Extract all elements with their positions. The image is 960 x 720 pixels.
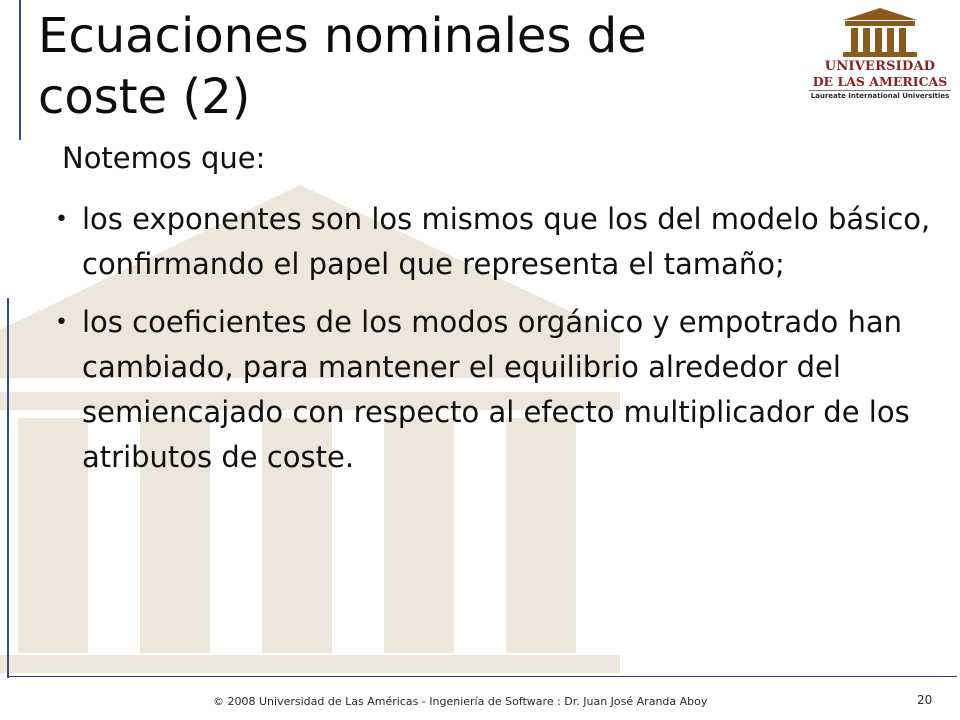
building-columns-icon [805,6,955,58]
left-accent-line [7,298,9,678]
bullet-text: los exponentes son los mismos que los del modelo básico, confirmando el papel que representa el tamaño; [82,202,931,281]
logo-text-line2: DE LAS AMERICAS [812,74,948,89]
university-logo [805,6,955,102]
slide-body [55,136,932,493]
logo-text-line1: UNIVERSIDAD [824,59,936,74]
bullet-item [55,300,932,480]
footer-copyright: © 2008 Universidad de Las Américas - Ingeniería de Software : Dr. Juan José Aranda Aboy [213,695,708,708]
slide-title: Ecuaciones nominales de coste (2) [38,8,647,125]
logo-tagline: Laureate International Universities [810,92,950,100]
logo-divider [809,90,951,91]
bullet-item [55,197,932,287]
intro-text: Notemos que: [62,141,266,175]
bullet-icon: • [55,207,68,232]
page-number: 20 [917,693,933,707]
bullet-icon: • [55,310,68,335]
bullet-list [55,197,932,480]
footer-divider [7,676,957,677]
bullet-text: los coeficientes de los modos orgánico y empotrado han cambiado, para mantener el equilibrio alrededor del semiencajado con respecto al efecto multiplicador de los atributos de coste. [82,305,910,474]
top-accent-line [19,0,21,140]
